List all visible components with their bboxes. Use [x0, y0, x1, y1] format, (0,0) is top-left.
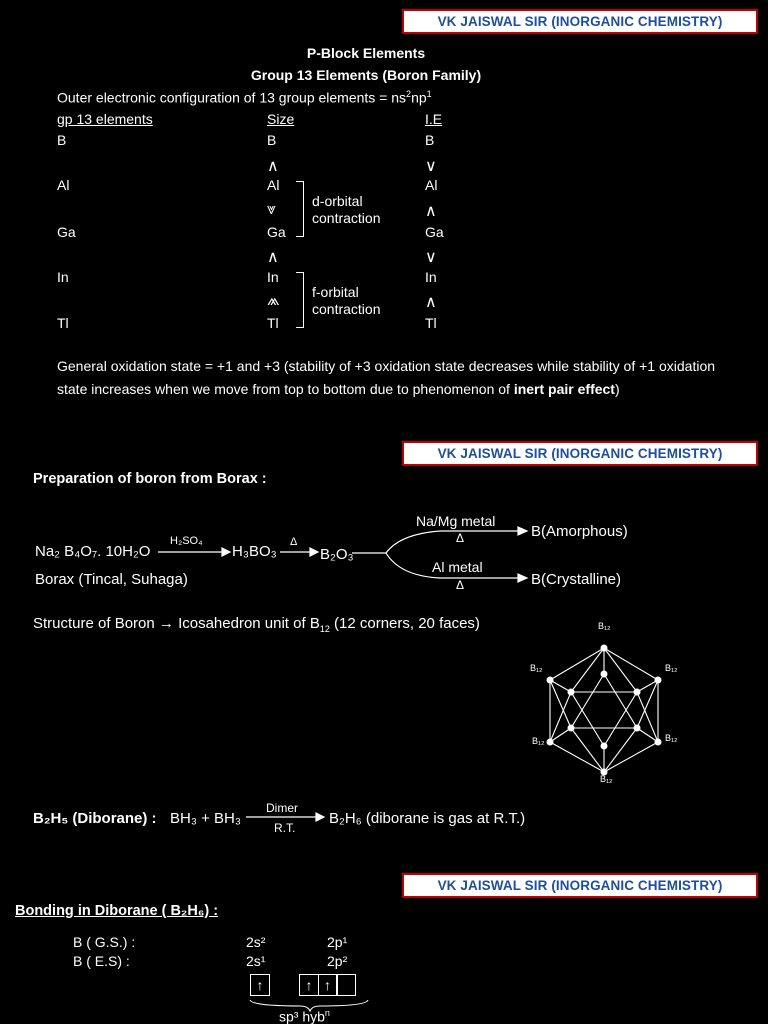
boron-oxide: B₂O₃ [320, 546, 354, 563]
b12-label-upper-left: B₁₂ [530, 663, 543, 673]
bonding-title: Bonding in Diborane ( B₂H₆) : [15, 903, 219, 919]
b12-label-bottom: B₁₂ [600, 774, 613, 784]
branch-2-reagent: Al metal [432, 559, 483, 575]
size-rel-4: ⩕ [267, 292, 280, 309]
page-title: P-Block Elements [306, 45, 426, 61]
ie-rel-3: ∨ [425, 249, 437, 266]
header-banner-2: VK JAISWAL SIR (INORGANIC CHEMISTRY) [402, 441, 758, 466]
ie-rel-2: ∧ [425, 203, 437, 220]
ie-rel-4: ∧ [425, 294, 437, 311]
rt-label: R.T. [274, 821, 296, 835]
gs-2p: 2p¹ [327, 934, 348, 950]
size-rel-2: ⩔ [267, 201, 277, 218]
element-ga: Ga [57, 224, 76, 240]
es-2p: 2p² [327, 953, 348, 969]
ground-state-label: B ( G.S.) : [73, 934, 136, 950]
diborane-reactants: BH₃ + BH₃ [170, 810, 241, 827]
borax-names: Borax (Tincal, Suhaga) [35, 571, 188, 588]
ie-al: Al [425, 177, 438, 193]
ie-b: B [425, 132, 435, 148]
element-al: Al [57, 177, 70, 193]
f-contraction-label-1: f-orbital [312, 284, 359, 300]
boron-structure: Structure of Boron → Icosahedron unit of $B_{12}$ (12 corners, 20 faces) [33, 615, 480, 634]
element-in: In [57, 269, 69, 285]
size-b: B [267, 132, 277, 148]
crystalline-boron: B(Crystalline) [531, 571, 622, 588]
size-rel-1: ∧ [267, 158, 279, 175]
electronic-config: Outer electronic configuration of 13 group elements = $ns^2np^1$ [57, 89, 432, 106]
delta-label-1: Δ [290, 536, 298, 548]
preparation-title: Preparation of boron from Borax : [33, 471, 267, 487]
ie-in: In [425, 269, 437, 285]
ie-tl: Tl [425, 315, 437, 331]
b12-label-lower-right: B₁₂ [665, 733, 678, 743]
orbital-2p-box-2: ↑ [318, 974, 338, 996]
size-in: In [267, 269, 279, 285]
size-al: Al [267, 177, 280, 193]
boric-acid: H₃BO₃ [232, 543, 277, 560]
header-banner-3: VK JAISWAL SIR (INORGANIC CHEMISTRY) [402, 873, 758, 898]
header-size: Size [267, 111, 295, 127]
f-contraction-label-2: contraction [312, 301, 381, 317]
orbital-2s-box: ↑ [250, 974, 270, 996]
reagent-label: H₂SO₄ [170, 535, 203, 547]
element-b: B [57, 132, 67, 148]
orbital-2p-box-1: ↑ [299, 974, 319, 996]
size-rel-3: ∧ [267, 249, 279, 266]
branch-1-delta: Δ [456, 531, 465, 545]
amorphous-boron: B(Amorphous) [531, 523, 628, 540]
oxidation-line-1: General oxidation state = +1 and +3 (stability of +3 oxidation state decreases while stability of +1 oxidation [57, 358, 716, 374]
dimer-label: Dimer [266, 801, 298, 815]
size-tl: Tl [267, 315, 279, 331]
b12-label-lower-left: B₁₂ [532, 736, 545, 746]
diborane-label: B₂H₅ (Diborane) : [33, 810, 157, 827]
diborane-product: B₂H₆ (diborane is gas at R.T.) [329, 810, 526, 827]
ie-rel-1: ∨ [425, 158, 437, 175]
b12-label-upper-right: B₁₂ [665, 663, 678, 673]
ie-ga: Ga [425, 224, 444, 240]
branch-2-delta: Δ [456, 578, 465, 592]
page-subtitle: Group 13 Elements (Boron Family) [250, 67, 482, 83]
size-ga: Ga [267, 224, 286, 240]
d-contraction-label-1: d-orbital [312, 193, 363, 209]
branch-1-reagent: Na/Mg metal [416, 513, 496, 529]
element-tl: Tl [57, 315, 69, 331]
oxidation-line-2: state increases when we move from top to bottom due to phenomenon of inert pair effect) [57, 381, 620, 397]
gs-2s: 2s² [246, 934, 266, 950]
d-contraction-label-2: contraction [312, 210, 381, 226]
header-banner: VK JAISWAL SIR (INORGANIC CHEMISTRY) [402, 9, 758, 34]
header-ie: I.E [425, 111, 443, 127]
hybridization-label: sp³ hyb$^n$ [279, 1008, 330, 1024]
borax-formula: Na₂ B₄O₇. 10H₂O [35, 543, 151, 560]
es-2s: 2s¹ [246, 953, 266, 969]
b12-label-top: B₁₂ [598, 621, 611, 631]
excited-state-label: B ( E.S) : [73, 953, 130, 969]
header-elements: gp 13 elements [57, 111, 153, 127]
